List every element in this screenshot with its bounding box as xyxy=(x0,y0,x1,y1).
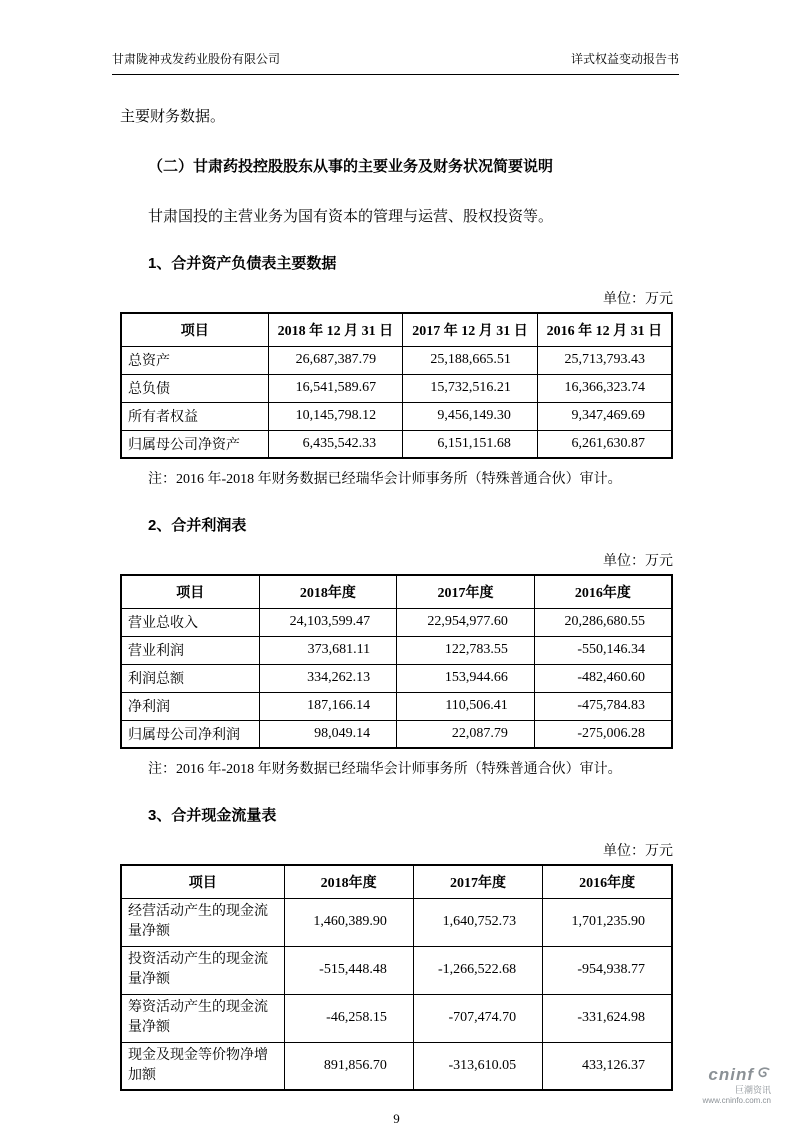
table-row xyxy=(121,664,672,692)
value-cell: 15,732,516.21 xyxy=(403,374,538,402)
value-cell: 10,145,798.12 xyxy=(268,402,403,430)
value-cell: -475,784.83 xyxy=(534,692,672,720)
row-label: 归属母公司净资产 xyxy=(121,430,268,458)
value-cell: 25,188,665.51 xyxy=(403,346,538,374)
table-row xyxy=(121,720,672,748)
header-company-name: 甘肃陇神戎发药业股份有限公司 xyxy=(112,52,281,66)
value-cell: -46,258.15 xyxy=(284,994,413,1042)
header-doc-title: 详式权益变动报告书 xyxy=(570,52,679,66)
value-cell: 6,261,630.87 xyxy=(537,430,672,458)
table-row xyxy=(121,946,672,994)
column-header: 2016年度 xyxy=(534,575,672,608)
value-cell: -313,610.05 xyxy=(413,1042,542,1090)
intro-text: 主要财务数据。 xyxy=(120,109,226,125)
column-header: 2017年度 xyxy=(413,865,542,898)
value-cell: 110,506.41 xyxy=(397,692,535,720)
table-row xyxy=(121,402,672,430)
unit-label-cash-flow: 单位：万元 xyxy=(603,844,673,859)
cninfo-swirl-icon xyxy=(756,1066,771,1086)
table-row xyxy=(121,636,672,664)
unit-label-income: 单位：万元 xyxy=(603,554,673,569)
value-cell: -275,006.28 xyxy=(534,720,672,748)
cninfo-name: 巨潮资讯 xyxy=(734,1085,771,1096)
row-label: 利润总额 xyxy=(121,664,259,692)
table-header-row xyxy=(121,575,672,608)
row-label: 筹资活动产生的现金流量净额 xyxy=(121,994,284,1042)
value-cell: 334,262.13 xyxy=(259,664,397,692)
row-label: 经营活动产生的现金流量净额 xyxy=(121,898,284,946)
column-header: 2016年度 xyxy=(543,865,672,898)
value-cell: 22,954,977.60 xyxy=(397,608,535,636)
column-header: 2018年度 xyxy=(284,865,413,898)
value-cell: 1,460,389.90 xyxy=(284,898,413,946)
value-cell: 891,856.70 xyxy=(284,1042,413,1090)
cninfo-url: www.cninfo.com.cn xyxy=(702,1096,771,1106)
value-cell: 9,347,469.69 xyxy=(537,402,672,430)
value-cell: -331,624.98 xyxy=(543,994,672,1042)
page-header xyxy=(112,50,679,75)
value-cell: -550,146.34 xyxy=(534,636,672,664)
row-label: 净利润 xyxy=(121,692,259,720)
value-cell: 24,103,599.47 xyxy=(259,608,397,636)
cninfo-logo xyxy=(703,1066,771,1106)
value-cell: 26,687,387.79 xyxy=(268,346,403,374)
row-label: 总负债 xyxy=(121,374,268,402)
table-row xyxy=(121,994,672,1042)
subheading-income-statement: 2、合并利润表 xyxy=(148,517,247,534)
table-header-row xyxy=(121,313,672,346)
value-cell: 25,713,793.43 xyxy=(537,346,672,374)
audit-note-income: 注：2016 年-2018 年财务数据已经瑞华会计师事务所（特殊普通合伙）审计。 xyxy=(148,762,622,777)
value-cell: 98,049.14 xyxy=(259,720,397,748)
row-label: 总资产 xyxy=(121,346,268,374)
column-header: 2018 年 12 月 31 日 xyxy=(268,313,403,346)
column-header: 2017 年 12 月 31 日 xyxy=(403,313,538,346)
audit-note-balance: 注：2016 年-2018 年财务数据已经瑞华会计师事务所（特殊普通合伙）审计。 xyxy=(148,472,622,487)
row-label: 营业利润 xyxy=(121,636,259,664)
value-cell: 9,456,149.30 xyxy=(403,402,538,430)
value-cell: 187,166.14 xyxy=(259,692,397,720)
value-cell: 6,435,542.33 xyxy=(268,430,403,458)
value-cell: 373,681.11 xyxy=(259,636,397,664)
column-header: 项目 xyxy=(121,575,259,608)
row-label: 归属母公司净利润 xyxy=(121,720,259,748)
table-header-row xyxy=(121,865,672,898)
row-label: 所有者权益 xyxy=(121,402,268,430)
income-statement-table xyxy=(120,574,673,749)
column-header: 2018年度 xyxy=(259,575,397,608)
value-cell: 1,640,752.73 xyxy=(413,898,542,946)
value-cell: 16,366,323.74 xyxy=(537,374,672,402)
subheading-balance-sheet: 1、合并资产负债表主要数据 xyxy=(148,255,337,272)
balance-sheet-table xyxy=(120,312,673,459)
value-cell: -1,266,522.68 xyxy=(413,946,542,994)
column-header: 项目 xyxy=(121,313,268,346)
value-cell: -482,460.60 xyxy=(534,664,672,692)
section-heading: （二）甘肃药投控股股东从事的主要业务及财务状况简要说明 xyxy=(148,158,554,175)
value-cell: 122,783.55 xyxy=(397,636,535,664)
value-cell: -707,474.70 xyxy=(413,994,542,1042)
value-cell: 1,701,235.90 xyxy=(543,898,672,946)
column-header: 2016 年 12 月 31 日 xyxy=(537,313,672,346)
value-cell: -515,448.48 xyxy=(284,946,413,994)
cninfo-brand-text: cninf xyxy=(708,1065,754,1085)
subheading-cash-flow: 3、合并现金流量表 xyxy=(148,807,277,824)
value-cell: -954,938.77 xyxy=(543,946,672,994)
row-label: 现金及现金等价物净增加额 xyxy=(121,1042,284,1090)
body-paragraph: 甘肃国投的主营业务为国有资本的管理与运营、股权投资等。 xyxy=(148,209,554,225)
column-header: 项目 xyxy=(121,865,284,898)
value-cell: 433,126.37 xyxy=(543,1042,672,1090)
value-cell: 16,541,589.67 xyxy=(268,374,403,402)
value-cell: 20,286,680.55 xyxy=(534,608,672,636)
row-label: 营业总收入 xyxy=(121,608,259,636)
page-number: 9 xyxy=(393,1111,400,1127)
table-row xyxy=(121,346,672,374)
table-row xyxy=(121,1042,672,1090)
cash-flow-table xyxy=(120,864,673,1091)
table-row xyxy=(121,608,672,636)
table-row xyxy=(121,898,672,946)
value-cell: 153,944.66 xyxy=(397,664,535,692)
table-row xyxy=(121,430,672,458)
table-row xyxy=(121,692,672,720)
row-label: 投资活动产生的现金流量净额 xyxy=(121,946,284,994)
column-header: 2017年度 xyxy=(397,575,535,608)
value-cell: 22,087.79 xyxy=(397,720,535,748)
unit-label-balance: 单位：万元 xyxy=(603,292,673,307)
table-row xyxy=(121,374,672,402)
value-cell: 6,151,151.68 xyxy=(403,430,538,458)
